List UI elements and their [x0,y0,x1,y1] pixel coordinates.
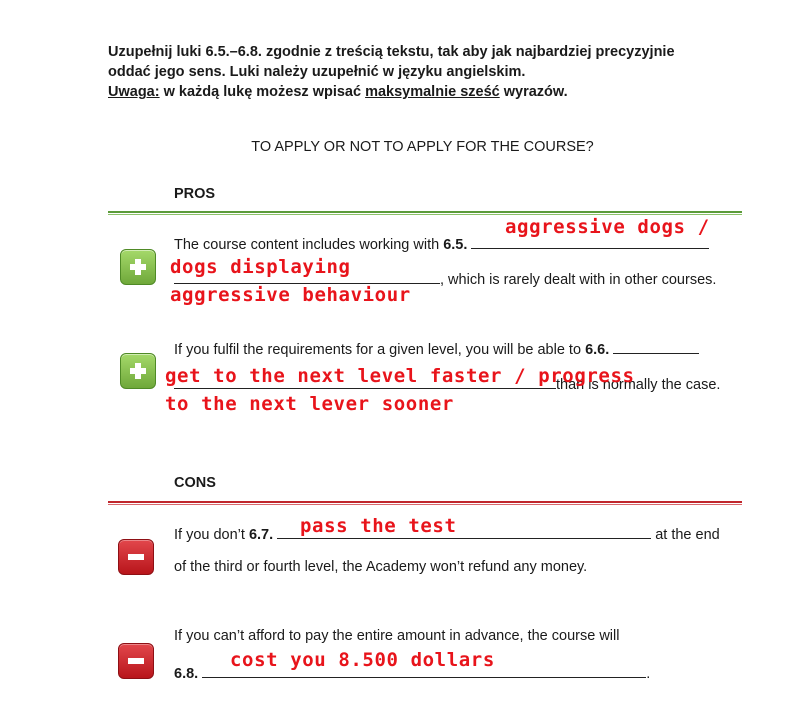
answer-6-5-line-3: aggressive behaviour [170,284,411,306]
gap-number-6-6: 6.6. [585,342,610,358]
answer-6-7: pass the test [300,515,457,537]
pros-heading: PROS [174,186,216,202]
answer-6-5-line-1: aggressive dogs / [505,216,710,238]
instructions-note [108,82,568,102]
gap-number-6-8: 6.8. [174,666,199,682]
plus-icon [120,249,156,285]
page-title: TO APPLY OR NOT TO APPLY FOR THE COURSE? [251,139,594,155]
pro-1-text: The course content includes working with [174,237,444,253]
gap-6-7-blank[interactable] [277,524,651,539]
pros-divider [108,211,742,215]
plus-icon [120,353,156,389]
answer-6-8: cost you 8.500 dollars [230,649,495,671]
note-text: w każdą lukę możesz wpisać [159,84,366,100]
gap-6-5-blank[interactable] [471,234,709,249]
con-1-text-after: at the end [651,527,720,543]
minus-icon [118,643,154,679]
instructions-line-2: oddać jego sens. Luki należy uzupełnić w języku angielskim. [108,64,526,80]
gap-6-5-blank-cont[interactable] [174,269,440,284]
cons-divider [108,501,742,505]
answer-6-6-line-2: to the next lever sooner [165,393,454,415]
cons-heading: CONS [174,475,216,491]
note-max-words: maksymalnie sześć [365,84,500,100]
note-label: Uwaga: [108,84,160,100]
con-2-line-2 [174,663,650,682]
con-1-text: If you don’t [174,527,249,543]
pro-1-line-1 [174,234,709,253]
pro-2-text-after: than is normally the case. [556,377,721,393]
pro-1-text-after: , which is rarely dealt with in other courses. [440,272,717,288]
con-1-line-2: of the third or fourth level, the Academy won’t refund any money. [174,559,588,575]
note-end: wyrazów. [499,84,568,100]
minus-icon [118,539,154,575]
gap-6-6-blank[interactable] [613,339,699,354]
pro-2-line-1 [174,339,699,358]
gap-number-6-5: 6.5. [443,237,468,253]
con-1-line-1 [174,524,720,543]
answer-6-5-line-2: dogs displaying [170,256,351,278]
gap-number-6-7: 6.7. [248,527,274,543]
gap-6-8-blank[interactable] [202,663,646,678]
answer-6-6-line-1: get to the next level faster / progress [165,365,635,387]
pro-2-text: If you fulfil the requirements for a given level, you will be able to [174,342,586,358]
con-2-line-1: If you can’t afford to pay the entire amount in advance, the course will [174,628,620,644]
con-2-text-after: . [646,666,651,682]
instructions-line-1: Uzupełnij luki 6.5.–6.8. zgodnie z treścią tekstu, tak aby jak najbardziej precyzyjnie [108,44,675,60]
